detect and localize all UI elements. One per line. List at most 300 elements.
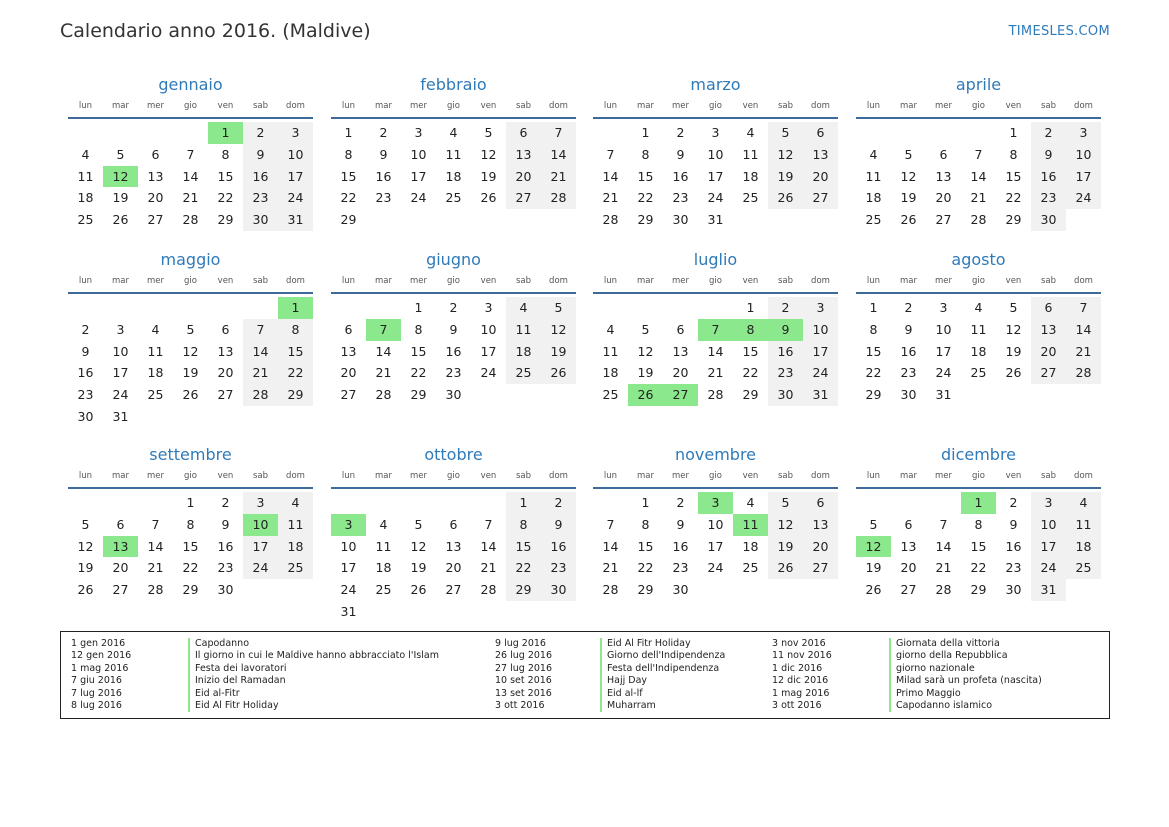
day-cell: 5 [1009, 300, 1018, 315]
empty-cell [926, 122, 961, 144]
weekday-header [593, 98, 838, 115]
day-cell: 3 [243, 492, 278, 514]
day-cell: 6 [1031, 297, 1066, 319]
day-cell: 8 [278, 319, 313, 341]
day-cell: 24 [1031, 557, 1066, 579]
day-grid [856, 492, 1101, 601]
weekday-header [68, 468, 313, 485]
day-cell: 10 [1066, 144, 1101, 166]
weekday-label: sab [252, 276, 269, 286]
day-cell: 2 [768, 297, 803, 319]
day-cell: 20 [803, 536, 838, 558]
holiday-date: 13 set 2016 [495, 687, 552, 699]
weekday-label: sab [515, 471, 532, 481]
day-cell: 29 [340, 212, 357, 228]
weekday-label: sab [777, 101, 794, 111]
day-cell: 11 [506, 319, 541, 341]
day-cell: 12 [410, 538, 427, 554]
month-divider [331, 487, 576, 489]
day-cell: 21 [602, 560, 619, 576]
day-cell: 27 [506, 187, 541, 209]
empty-cell [68, 122, 103, 144]
day-cell: 5 [484, 125, 493, 140]
day-cell: 7 [939, 516, 948, 532]
weekday-label: mer [934, 276, 952, 286]
page-title: Calendario anno 2016. (Maldive) [60, 20, 371, 42]
empty-cell [961, 122, 996, 144]
day-cell: 10 [278, 144, 313, 166]
holiday-names-col-2 [600, 638, 725, 712]
weekday-label: mer [409, 471, 427, 481]
month-name: novembre [674, 445, 757, 464]
empty-cell [331, 492, 366, 514]
weekday-label: mer [146, 276, 164, 286]
weekday-label: mar [900, 276, 917, 286]
weekday-label: mar [637, 101, 654, 111]
weekday-label: gio [184, 471, 197, 481]
day-cell: 25 [375, 582, 392, 598]
weekday-label: sab [777, 276, 794, 286]
day-cell: 22 [742, 365, 759, 381]
day-cell: 25 [506, 362, 541, 384]
day-cell: 26 [480, 190, 497, 206]
holiday-date: 7 lug 2016 [71, 687, 122, 699]
day-cell: 4 [869, 146, 878, 162]
weekday-label: sab [1040, 276, 1057, 286]
weekday-label: lun [866, 276, 881, 286]
day-cell: 9 [904, 321, 913, 337]
weekday-label: dom [1074, 276, 1093, 286]
day-cell: 12 [480, 146, 497, 162]
day-cell: 31 [278, 209, 313, 231]
day-cell: 13 [935, 168, 952, 184]
day-cell: 23 [672, 560, 689, 576]
day-cell: 31 [803, 384, 838, 406]
day-cell: 20 [506, 166, 541, 188]
empty-cell [366, 492, 401, 514]
brand-link[interactable]: TIMESLES.COM [1008, 24, 1110, 39]
day-cell: 21 [602, 190, 619, 206]
day-cell: 27 [900, 582, 917, 598]
day-cell: 31 [340, 603, 357, 619]
day-cell: 7 [974, 146, 983, 162]
holiday-date: 1 mag 2016 [772, 687, 830, 699]
day-cell: 18 [742, 168, 759, 184]
day-cell: 29 [217, 212, 234, 228]
day-cell: 5 [768, 492, 803, 514]
day-cell: 2 [243, 122, 278, 144]
day-cell: 11 [147, 343, 164, 359]
day-cell: 26 [768, 187, 803, 209]
day-cell: 4 [151, 321, 160, 337]
day-cell: 24 [707, 560, 724, 576]
day-cell: 2 [904, 300, 913, 315]
day-cell: 16 [77, 365, 94, 381]
day-cell: 26 [1005, 365, 1022, 381]
day-cell: 29 [865, 387, 882, 403]
holiday-day-cell: 1 [961, 492, 996, 514]
day-cell: 18 [278, 536, 313, 558]
day-cell: 14 [147, 538, 164, 554]
day-cell: 5 [869, 516, 878, 532]
day-cell: 13 [803, 514, 838, 536]
weekday-label: mar [112, 471, 129, 481]
holiday-name: giorno nazionale [889, 663, 1042, 675]
day-cell: 24 [803, 362, 838, 384]
day-cell: 25 [970, 365, 987, 381]
empty-cell [926, 492, 961, 514]
day-cell: 3 [803, 297, 838, 319]
weekday-header [593, 468, 838, 485]
empty-cell [663, 297, 698, 319]
day-cell: 15 [637, 168, 654, 184]
weekday-label: mer [146, 101, 164, 111]
day-cell: 22 [637, 560, 654, 576]
day-cell: 18 [1066, 536, 1101, 558]
month-name: luglio [693, 250, 738, 269]
empty-cell [138, 492, 173, 514]
month-name: marzo [690, 75, 741, 94]
empty-cell [471, 492, 506, 514]
month-name: settembre [149, 445, 232, 464]
day-cell: 24 [278, 187, 313, 209]
day-cell: 14 [480, 538, 497, 554]
day-cell: 19 [410, 560, 427, 576]
month-name: agosto [951, 250, 1006, 269]
weekday-label: lun [341, 276, 356, 286]
day-cell: 30 [672, 582, 689, 598]
day-cell: 14 [707, 343, 724, 359]
weekday-header [68, 98, 313, 115]
day-cell: 13 [1031, 319, 1066, 341]
holiday-date: 11 nov 2016 [772, 650, 832, 662]
month-divider [856, 487, 1101, 489]
day-cell: 23 [243, 187, 278, 209]
weekday-label: mar [637, 276, 654, 286]
weekday-label: mar [112, 276, 129, 286]
weekday-label: gio [184, 101, 197, 111]
weekday-label: mer [934, 471, 952, 481]
day-grid [593, 122, 838, 231]
day-cell: 16 [672, 538, 689, 554]
empty-cell [436, 492, 471, 514]
weekday-label: dom [811, 276, 830, 286]
day-cell: 7 [186, 146, 195, 162]
day-cell: 21 [375, 365, 392, 381]
holiday-name: Eid al-lf [600, 688, 725, 700]
weekday-label: gio [709, 471, 722, 481]
holiday-date: 9 lug 2016 [495, 638, 546, 649]
day-cell: 14 [935, 538, 952, 554]
day-cell: 1 [344, 125, 353, 140]
day-cell: 27 [935, 212, 952, 228]
day-cell: 2 [1031, 122, 1066, 144]
day-cell: 30 [1005, 582, 1022, 598]
day-cell: 1 [746, 300, 755, 315]
weekday-label: sab [252, 471, 269, 481]
day-cell: 19 [182, 365, 199, 381]
weekday-label: lun [603, 276, 618, 286]
month-name: maggio [160, 250, 221, 269]
day-cell: 8 [414, 321, 423, 337]
weekday-label: gio [447, 101, 460, 111]
empty-cell [401, 492, 436, 514]
weekday-label: mar [375, 101, 392, 111]
day-cell: 1 [414, 300, 423, 315]
month-name: gennaio [158, 75, 223, 94]
day-cell: 2 [221, 495, 230, 510]
weekday-label: gio [447, 471, 460, 481]
day-cell: 2 [449, 300, 458, 315]
day-cell: 22 [1005, 190, 1022, 206]
month-agosto [856, 248, 1101, 406]
holiday-name: Primo Maggio [889, 688, 1042, 700]
month-gennaio [68, 73, 313, 231]
weekday-label: ven [742, 276, 759, 286]
day-cell: 4 [81, 146, 90, 162]
day-cell: 26 [768, 557, 803, 579]
day-cell: 19 [637, 365, 654, 381]
day-cell: 7 [541, 122, 576, 144]
day-cell: 15 [182, 538, 199, 554]
day-cell: 23 [217, 560, 234, 576]
day-cell: 31 [112, 408, 129, 424]
day-cell: 12 [182, 343, 199, 359]
day-cell: 28 [375, 387, 392, 403]
day-cell: 19 [480, 168, 497, 184]
day-cell: 10 [707, 516, 724, 532]
day-cell: 30 [77, 408, 94, 424]
day-cell: 22 [340, 190, 357, 206]
day-cell: 6 [939, 146, 948, 162]
holiday-date: 1 dic 2016 [772, 662, 823, 674]
day-cell: 28 [602, 582, 619, 598]
day-cell: 11 [742, 146, 759, 162]
day-cell: 10 [480, 321, 497, 337]
weekday-header [856, 98, 1101, 115]
holiday-name: Festa dei lavoratori [188, 663, 439, 675]
day-grid [331, 297, 576, 406]
day-cell: 2 [676, 125, 685, 140]
holiday-name: Capodanno islamico [889, 700, 1042, 712]
month-divider [331, 292, 576, 294]
weekday-label: dom [286, 276, 305, 286]
day-cell: 7 [606, 516, 615, 532]
day-cell: 1 [641, 125, 650, 140]
day-cell: 9 [1031, 144, 1066, 166]
weekday-label: sab [252, 101, 269, 111]
holiday-name: Eid al-Fitr [188, 688, 439, 700]
day-cell: 6 [449, 516, 458, 532]
holiday-names-col-1 [188, 638, 439, 712]
weekday-label: dom [549, 101, 568, 111]
day-cell: 9 [379, 146, 388, 162]
day-cell: 3 [116, 321, 125, 337]
day-cell: 13 [900, 538, 917, 554]
month-name: giugno [426, 250, 481, 269]
day-cell: 9 [243, 144, 278, 166]
weekday-header [331, 468, 576, 485]
day-cell: 26 [182, 387, 199, 403]
day-cell: 27 [340, 387, 357, 403]
day-cell: 8 [641, 146, 650, 162]
day-cell: 10 [340, 538, 357, 554]
day-cell: 19 [77, 560, 94, 576]
weekday-label: ven [217, 471, 234, 481]
day-cell: 17 [340, 560, 357, 576]
day-cell: 5 [81, 516, 90, 532]
day-cell: 30 [672, 212, 689, 228]
holiday-name: Inizio del Ramadan [188, 675, 439, 687]
month-febbraio [331, 73, 576, 231]
holiday-date: 27 lug 2016 [495, 662, 552, 674]
day-cell: 6 [676, 321, 685, 337]
weekday-label: lun [603, 101, 618, 111]
day-cell: 17 [278, 166, 313, 188]
day-cell: 15 [217, 168, 234, 184]
day-cell: 30 [768, 384, 803, 406]
day-cell: 11 [602, 343, 619, 359]
day-cell: 22 [182, 560, 199, 576]
holiday-date: 8 lug 2016 [71, 699, 122, 711]
holiday-name: Il giorno in cui le Maldive hanno abbracciato l'Islam [188, 650, 439, 662]
holiday-day-cell: 1 [208, 122, 243, 144]
day-cell: 12 [768, 144, 803, 166]
day-cell: 11 [1066, 514, 1101, 536]
empty-cell [891, 492, 926, 514]
day-cell: 31 [1031, 579, 1066, 601]
day-cell: 3 [1031, 492, 1066, 514]
day-cell: 1 [641, 495, 650, 510]
weekday-label: dom [1074, 471, 1093, 481]
day-cell: 8 [506, 514, 541, 536]
month-luglio [593, 248, 838, 406]
day-cell: 21 [480, 560, 497, 576]
day-cell: 18 [445, 168, 462, 184]
day-cell: 5 [904, 146, 913, 162]
day-cell: 2 [81, 321, 90, 337]
day-cell: 16 [375, 168, 392, 184]
day-cell: 27 [803, 557, 838, 579]
day-cell: 28 [480, 582, 497, 598]
day-cell: 20 [217, 365, 234, 381]
day-cell: 15 [278, 341, 313, 363]
empty-cell [103, 492, 138, 514]
month-aprile [856, 73, 1101, 231]
day-cell: 21 [541, 166, 576, 188]
weekday-label: mer [146, 471, 164, 481]
day-cell: 8 [186, 516, 195, 532]
day-cell: 18 [602, 365, 619, 381]
month-dicembre [856, 443, 1101, 601]
day-cell: 16 [672, 168, 689, 184]
month-novembre [593, 443, 838, 601]
holiday-day-cell: 11 [733, 514, 768, 536]
day-cell: 27 [147, 212, 164, 228]
holiday-day-cell: 12 [856, 536, 891, 558]
day-cell: 20 [112, 560, 129, 576]
weekday-label: mar [375, 471, 392, 481]
empty-cell [856, 492, 891, 514]
day-cell: 6 [803, 492, 838, 514]
day-cell: 14 [970, 168, 987, 184]
day-cell: 25 [278, 557, 313, 579]
day-cell: 27 [112, 582, 129, 598]
empty-cell [103, 297, 138, 319]
day-cell: 3 [1066, 122, 1101, 144]
weekday-label: sab [1040, 471, 1057, 481]
day-cell: 25 [602, 387, 619, 403]
day-cell: 5 [186, 321, 195, 337]
weekday-label: ven [480, 276, 497, 286]
weekday-label: ven [480, 101, 497, 111]
day-cell: 17 [707, 168, 724, 184]
day-cell: 18 [970, 343, 987, 359]
day-cell: 24 [112, 387, 129, 403]
day-cell: 29 [506, 579, 541, 601]
holiday-list [60, 631, 1110, 719]
weekday-label: mer [671, 276, 689, 286]
day-cell: 6 [221, 321, 230, 337]
day-cell: 1 [506, 492, 541, 514]
day-cell: 19 [112, 190, 129, 206]
day-cell: 21 [1066, 341, 1101, 363]
day-cell: 8 [344, 146, 353, 162]
empty-cell [103, 122, 138, 144]
weekday-label: gio [447, 276, 460, 286]
holiday-day-cell: 3 [698, 492, 733, 514]
day-cell: 5 [541, 297, 576, 319]
day-grid [856, 297, 1101, 406]
day-cell: 1 [869, 300, 878, 315]
weekday-label: dom [811, 101, 830, 111]
month-marzo [593, 73, 838, 231]
weekday-label: lun [866, 101, 881, 111]
day-grid [331, 492, 576, 623]
day-cell: 28 [1066, 362, 1101, 384]
weekday-label: mar [375, 276, 392, 286]
day-cell: 2 [1009, 495, 1018, 510]
weekday-header [331, 98, 576, 115]
day-cell: 18 [742, 538, 759, 554]
day-cell: 24 [707, 190, 724, 206]
day-cell: 8 [221, 146, 230, 162]
day-cell: 24 [480, 365, 497, 381]
holiday-date: 26 lug 2016 [495, 650, 552, 662]
weekday-label: ven [217, 101, 234, 111]
day-cell: 20 [672, 365, 689, 381]
empty-cell [856, 122, 891, 144]
day-cell: 22 [970, 560, 987, 576]
day-cell: 20 [1031, 341, 1066, 363]
day-cell: 15 [410, 343, 427, 359]
day-cell: 5 [768, 122, 803, 144]
month-name: aprile [955, 75, 1002, 94]
day-cell: 8 [869, 321, 878, 337]
weekday-label: mer [409, 101, 427, 111]
day-cell: 19 [900, 190, 917, 206]
day-grid [68, 122, 313, 231]
day-cell: 25 [77, 212, 94, 228]
weekday-label: gio [972, 471, 985, 481]
day-cell: 30 [541, 579, 576, 601]
day-cell: 7 [484, 516, 493, 532]
month-divider [331, 117, 576, 119]
day-cell: 7 [151, 516, 160, 532]
day-cell: 1 [1009, 125, 1018, 140]
holiday-date: 3 ott 2016 [772, 699, 822, 711]
day-cell: 3 [414, 125, 423, 140]
